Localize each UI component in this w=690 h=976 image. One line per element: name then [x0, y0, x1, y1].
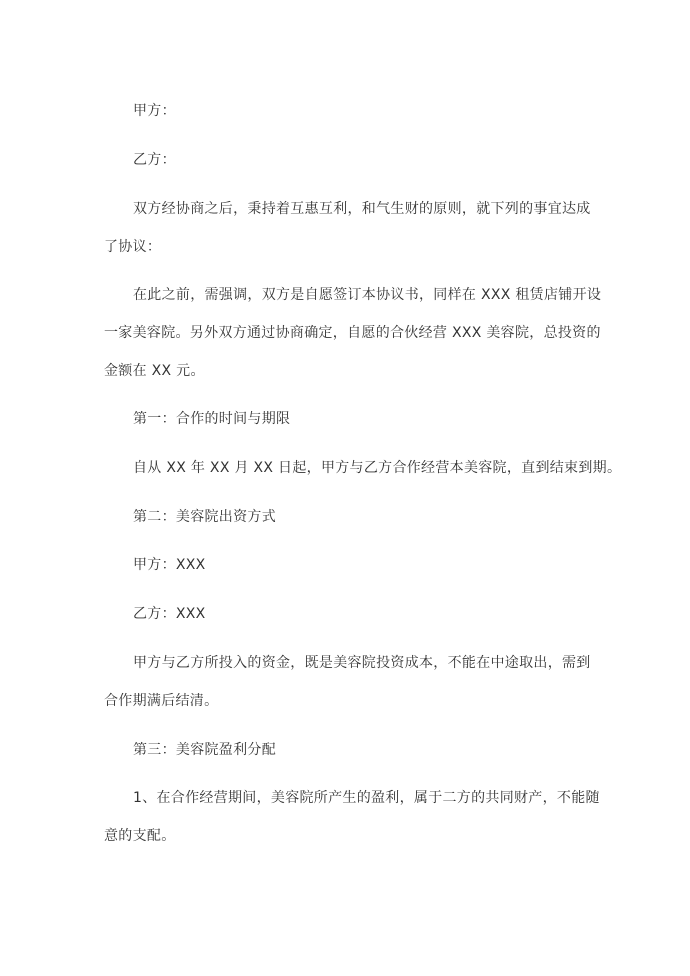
- section-3-heading: 第三：美容院盈利分配: [133, 742, 276, 758]
- party-b-investment: 乙方：XXX: [133, 606, 206, 622]
- intro-line-2: 一家美容院。另外双方通过协商确定，自愿的合伙经营 XXX 美容院，总投资的: [104, 325, 601, 341]
- party-a-investment: 甲方：XXX: [133, 557, 206, 573]
- section-3-item-1-line-2: 意的支配。: [104, 828, 176, 844]
- preamble-line-2: 了协议：: [104, 239, 162, 255]
- section-3-item-1-line-1: 1、在合作经营期间，美容院所产生的盈利，属于二方的共同财产，不能随: [133, 790, 600, 806]
- investment-note-line-1: 甲方与乙方所投入的资金，既是美容院投资成本，不能在中途取出，需到: [133, 655, 591, 671]
- section-1-body: 自从 XX 年 XX 月 XX 日起，甲方与乙方合作经营本美容院，直到结束到期。: [133, 460, 622, 476]
- party-a-label: 甲方：: [133, 103, 176, 119]
- intro-line-3: 金额在 XX 元。: [104, 363, 205, 379]
- party-b-label: 乙方：: [133, 152, 176, 168]
- section-1-heading: 第一：合作的时间与期限: [133, 411, 291, 427]
- section-2-heading: 第二：美容院出资方式: [133, 509, 276, 525]
- preamble-line-1: 双方经协商之后，秉持着互惠互利，和气生财的原则，就下列的事宜达成: [133, 201, 591, 217]
- intro-line-1: 在此之前，需强调，双方是自愿签订本协议书，同样在 XXX 租赁店铺开设: [133, 287, 602, 303]
- investment-note-line-2: 合作期满后结清。: [104, 693, 219, 709]
